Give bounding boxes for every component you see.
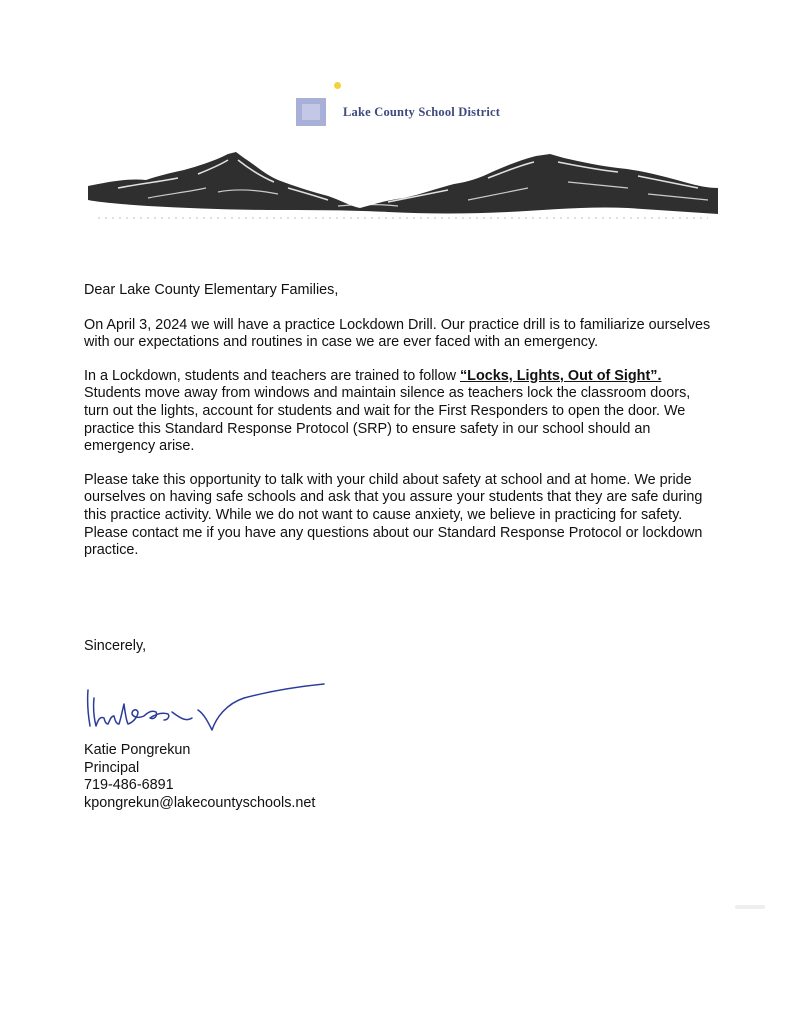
valediction: Sincerely, <box>84 638 147 654</box>
procedure-intro: In a Lockdown, students and teachers are trained to follow <box>84 367 460 384</box>
procedure-details: Students move away from windows and maintain silence as teachers lock the classroom doors, turn out the lights, account for students and wait for the First Responders to open the door. We practice this Standard Response Protocol (SRP) to ensure safety in our school should an emergency arise. <box>84 385 691 455</box>
district-logo <box>294 78 554 130</box>
logo-sun-dot <box>334 82 341 89</box>
logo-mark <box>296 98 326 126</box>
signer-name: Katie Pongrekun <box>84 742 191 758</box>
locks-lights-out-of-sight: “Locks, Lights, Out of Sight”. <box>459 367 662 384</box>
signer-title: Principal <box>84 759 140 776</box>
greeting: Dear Lake County Elementary Families, <box>84 282 339 298</box>
signer-email: kpongrekun@lakecountyschools.net <box>84 794 316 811</box>
paragraph-talk-with-child: Please take this opportunity to talk with your child about safety at school and at home. We pride ourselves on having safe schools and ask that you assure your students that they are safe during this practice activity. While we do not want to cause anxiety, we believe in practicing for safety. Please contact me if you have any questions about our Standard Response Protocol or lockdown practice. <box>84 471 703 559</box>
paragraph-drill-date: On April 3, 2024 we will have a practice Lockdown Drill. Our practice drill is to familiarize ourselves with our expectations and routines in case we are ever faced with an emergency. <box>84 316 711 351</box>
signature-block <box>84 742 315 812</box>
handwritten-signature <box>84 678 334 738</box>
mountain-range-illustration <box>88 148 718 228</box>
scan-smudge <box>735 905 765 909</box>
signer-phone: 719-486-6891 <box>84 777 174 794</box>
paragraph-lockdown-procedure <box>84 368 714 456</box>
letter-body <box>84 282 714 576</box>
district-name: Lake County School District <box>343 105 501 119</box>
